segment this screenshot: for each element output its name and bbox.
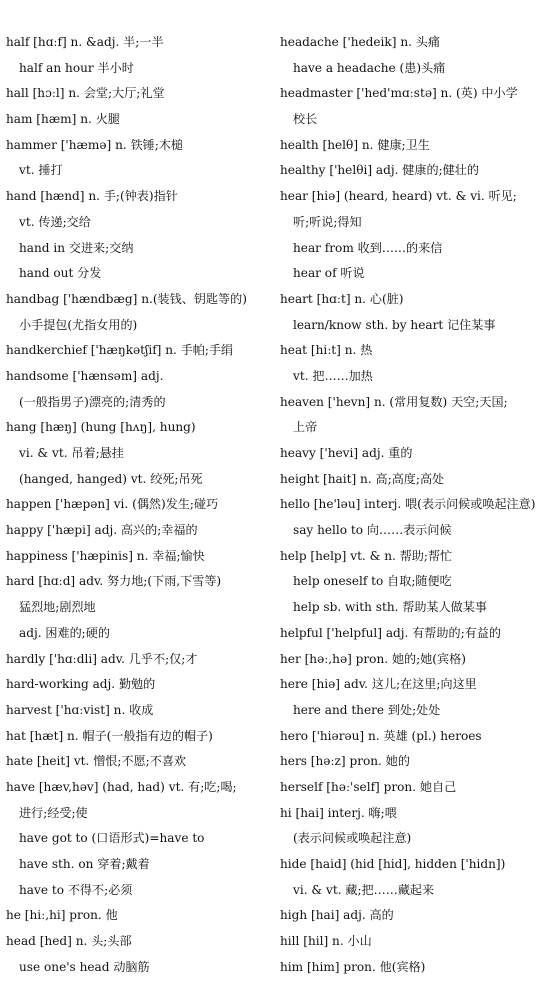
entry-headline: healthy ['helθi] adj. 健康的;健壮的 xyxy=(280,163,479,178)
entry-subline: hear of 听说 xyxy=(293,266,365,281)
entry-subline: half an hour 半小时 xyxy=(19,60,134,75)
entry-subline: (表示问候或唤起注意) xyxy=(293,831,412,846)
entry-subline: help sb. with sth. 帮助某人做某事 xyxy=(293,600,487,615)
entry-headline: heavy ['hevi] adj. 重的 xyxy=(280,446,413,460)
entry-headline: hard-working adj. 勤勉的 xyxy=(6,677,156,692)
entry-subline: 校长 xyxy=(293,112,318,127)
entry-headline: he [hiː,hi] pron. 他 xyxy=(6,908,118,923)
entry-headline: herself [həː'self] pron. 她自己 xyxy=(280,779,457,794)
entry-subline: hear from 收到……的来信 xyxy=(293,240,443,255)
entry-subline: help oneself to 自取;随便吃 xyxy=(293,574,452,589)
entry-subline: have sth. on 穿着;戴着 xyxy=(19,857,150,871)
entry-headline: her [həː,hə] pron. 她的;她(宾格) xyxy=(280,651,466,666)
entry-headline: half [hɑːf] n. &adj. 半;一半 xyxy=(6,35,164,49)
entry-headline: headache ['hedeik] n. 头痛 xyxy=(280,35,440,49)
entry-headline: happiness ['hæpinis] n. 幸福;愉快 xyxy=(6,548,205,563)
entry-headline: hammer ['hæmə] n. 铁锤;木槌 xyxy=(6,137,184,152)
entry-headline: headmaster ['hed'mɑːstə] n. (英) 中小学 xyxy=(280,86,518,101)
entry-subline: vi. & vt. 吊着;悬挂 xyxy=(19,446,124,460)
entry-headline: him [him] pron. 他(宾格) xyxy=(280,959,426,974)
right-column xyxy=(280,30,536,980)
entry-subline: vi. & vt. 藏;把……藏起来 xyxy=(293,882,435,897)
entry-subline: say hello to 向……表示问候 xyxy=(293,523,452,538)
entry-headline: hate [heit] vt. 憎恨;不愿;不喜欢 xyxy=(6,754,187,769)
entry-subline: 猛烈地;剧烈地 xyxy=(19,600,96,615)
entry-subline: vt. 把……加热 xyxy=(293,368,373,383)
entry-headline: handsome ['hænsəm] adj. xyxy=(6,368,164,383)
entry-subline: here and there 到处;处处 xyxy=(293,702,441,717)
entry-headline: ham [hæm] n. 火腿 xyxy=(6,112,120,127)
entry-subline: have to 不得不;必须 xyxy=(19,882,133,897)
entry-headline: hardly ['hɑːdli] adv. 几乎不;仅;才 xyxy=(6,651,198,666)
entry-subline: vt. 传递;交给 xyxy=(19,214,91,229)
entry-subline: adj. 困难的;硬的 xyxy=(19,625,110,640)
entry-headline: helpful ['helpful] adj. 有帮助的;有益的 xyxy=(280,625,501,640)
entry-headline: high [hai] adj. 高的 xyxy=(280,908,394,923)
entry-headline: hand [hænd] n. 手;(钟表)指针 xyxy=(6,189,178,204)
entry-subline: 小手提包(尤指女用的) xyxy=(19,317,138,332)
entry-headline: health [helθ] n. 健康;卫生 xyxy=(280,137,430,152)
entry-headline: happen ['hæpən] vi. (偶然)发生;碰巧 xyxy=(6,497,219,512)
entry-headline: hide [haid] (hid [hid], hidden ['hidn]) xyxy=(280,857,506,871)
entry-headline: hers [həːz] pron. 她的 xyxy=(280,754,410,769)
entry-subline: vt. 捶打 xyxy=(19,163,63,178)
entry-subline: 上帝 xyxy=(293,420,318,435)
entry-headline: harvest ['hɑːvist] n. 收成 xyxy=(6,702,154,717)
entry-headline: hello [he'ləu] interj. 喂(表示问候或唤起注意) xyxy=(280,497,536,512)
entry-headline: heat [hiːt] n. 热 xyxy=(280,343,373,358)
entry-headline: hill [hil] n. 小山 xyxy=(280,934,372,949)
entry-headline: hat [hæt] n. 帽子(一般指有边的帽子) xyxy=(6,728,213,743)
entry-subline: hand in 交进来;交纳 xyxy=(19,240,134,255)
entry-subline: (一般指男子)漂亮的;清秀的 xyxy=(19,394,166,409)
entry-headline: here [hiə] adv. 这儿;在这里;向这里 xyxy=(280,677,477,692)
entry-headline: hard [hɑːd] adv. 努力地;(下雨,下雪等) xyxy=(6,574,222,589)
entry-subline: learn/know sth. by heart 记住某事 xyxy=(293,317,496,332)
entry-headline: happy ['hæpi] adj. 高兴的;幸福的 xyxy=(6,523,198,538)
entry-headline: heaven ['hevn] n. (常用复数) 天空;天国; xyxy=(280,394,508,409)
entry-subline: 听;听说;得知 xyxy=(293,214,362,229)
entry-headline: height [hait] n. 高;高度;高处 xyxy=(280,471,445,486)
entry-subline: 进行;经受;使 xyxy=(19,805,88,820)
entry-subline: have a headache (患)头痛 xyxy=(293,60,446,75)
left-column xyxy=(6,30,268,980)
entry-subline: (hanged, hanged) vt. 绞死;吊死 xyxy=(19,471,203,486)
entry-headline: handkerchief ['hæŋkətʃif] n. 手帕;手绢 xyxy=(6,343,234,358)
entry-subline: have got to (口语形式)=have to xyxy=(19,831,205,846)
entry-headline: head [hed] n. 头;头部 xyxy=(6,934,132,949)
entry-headline: hero ['hiərəu] n. 英雄 (pl.) heroes xyxy=(280,728,482,743)
entry-headline: handbag ['hændbæg] n.(装钱、钥匙等的) xyxy=(6,291,247,306)
entry-headline: hi [hai] interj. 嗨;喂 xyxy=(280,805,397,820)
entry-headline: hang [hæŋ] (hung [hʌŋ], hung) xyxy=(6,420,196,435)
entry-headline: help [help] vt. & n. 帮助;帮忙 xyxy=(280,548,453,563)
entry-headline: hear [hiə] (heard, heard) vt. & vi. 听见; xyxy=(280,189,517,204)
entry-headline: hall [hɔːl] n. 会堂;大厅;礼堂 xyxy=(6,86,165,101)
entry-headline: have [hæv,həv] (had, had) vt. 有;吃;喝; xyxy=(6,779,237,794)
entry-subline: use one's head 动脑筋 xyxy=(19,959,150,974)
entry-headline: heart [hɑːt] n. 心(脏) xyxy=(280,291,404,306)
entry-subline: hand out 分发 xyxy=(19,266,102,281)
